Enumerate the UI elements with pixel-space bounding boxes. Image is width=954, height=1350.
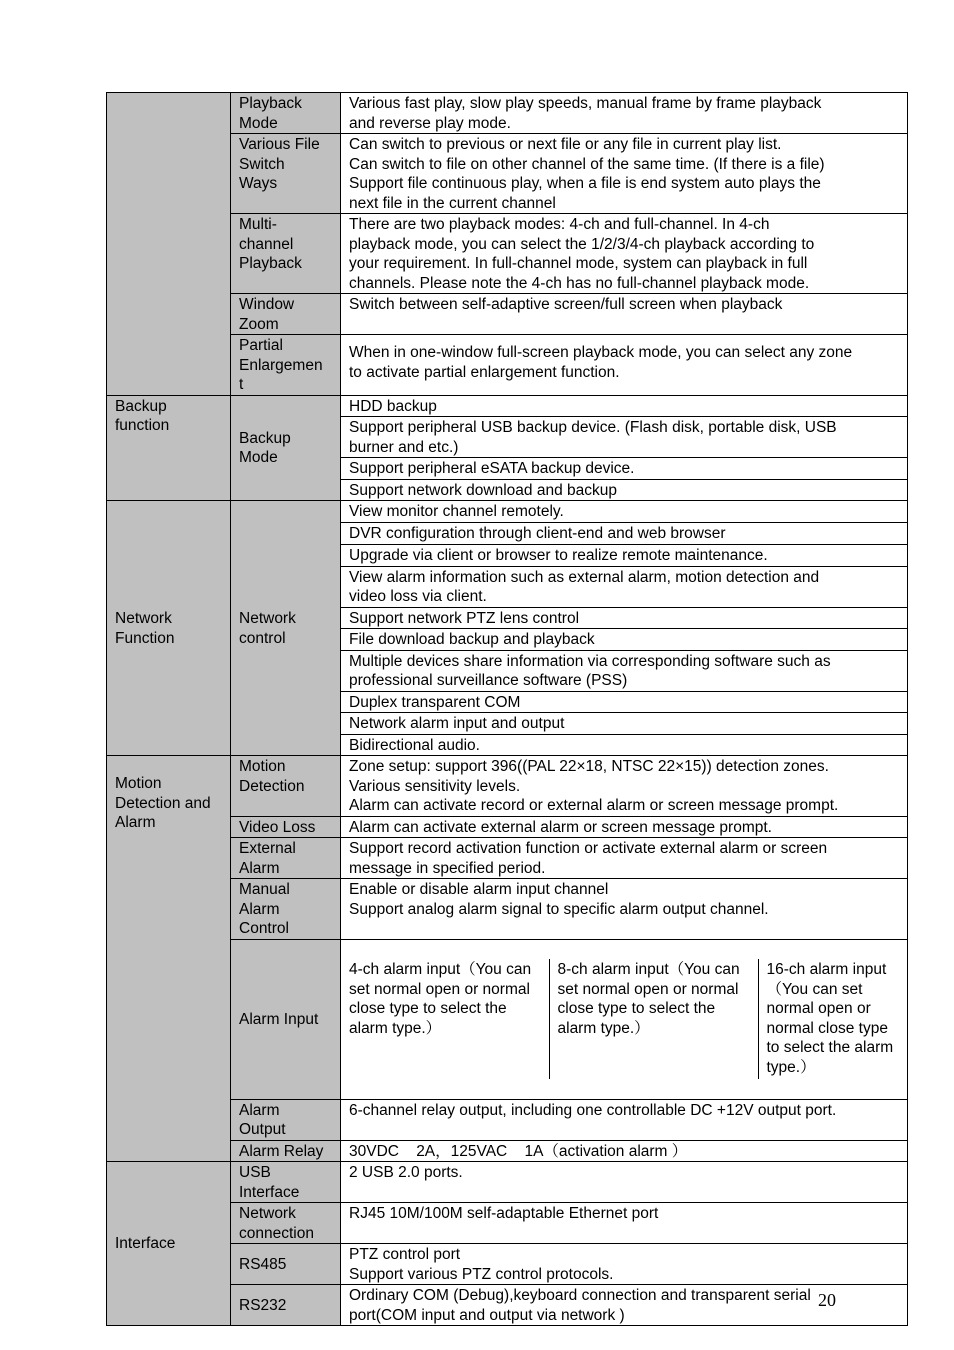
label-rs485: RS485 bbox=[231, 1244, 341, 1285]
alarm-input-cell bbox=[341, 939, 908, 1099]
network-item: Network alarm input and output bbox=[341, 713, 908, 735]
desc-motion-detection: Zone setup: support 396((PAL 22×18, NTSC 22×15)) detection zones. Various sensitivity levels. Alarm can activate record or external alarm or screen message prompt. bbox=[341, 756, 908, 817]
desc-multichannel: There are two playback modes: 4-ch and full-channel. In 4-ch playback mode, you can select the 1/2/3/4-ch playback according to your requirement. In full-channel mode, system can playback in full channels. Please note the 4-ch has no full-channel playback mode. bbox=[341, 214, 908, 294]
category-backup: Backup function bbox=[107, 395, 231, 501]
table-row bbox=[107, 93, 908, 134]
desc-window-zoom: Switch between self-adaptive screen/full screen when playback bbox=[341, 294, 908, 335]
backup-item: HDD backup bbox=[341, 395, 908, 417]
table-row bbox=[107, 501, 908, 523]
network-item: Bidirectional audio. bbox=[341, 734, 908, 756]
page-number: 20 bbox=[818, 1290, 836, 1310]
network-item: View alarm information such as external alarm, motion detection and video loss via client. bbox=[341, 566, 908, 607]
label-manual-alarm: Manual Alarm Control bbox=[231, 879, 341, 940]
spec-table bbox=[106, 92, 908, 1326]
label-alarm-relay: Alarm Relay bbox=[231, 1140, 341, 1162]
network-item: File download backup and playback bbox=[341, 629, 908, 651]
desc-rs485: PTZ control port Support various PTZ control protocols. bbox=[341, 1244, 908, 1285]
backup-item: Support network download and backup bbox=[341, 479, 908, 501]
backup-item: Support peripheral eSATA backup device. bbox=[341, 458, 908, 480]
label-playback-mode: Playback Mode bbox=[231, 93, 341, 134]
alarm-input-16ch: 16-ch alarm input（You can set normal open or normal close type to select the alarm type.） bbox=[758, 959, 908, 1079]
desc-external-alarm: Support record activation function or activate external alarm or screen message in specified period. bbox=[341, 838, 908, 879]
desc-playback-mode: Various fast play, slow play speeds, manual frame by frame playback and reverse play mode. bbox=[341, 93, 908, 134]
label-multichannel: Multi- channel Playback bbox=[231, 214, 341, 294]
label-motion-detection: Motion Detection bbox=[231, 756, 341, 817]
table-row bbox=[107, 1162, 908, 1203]
desc-usb-interface: 2 USB 2.0 ports. bbox=[341, 1162, 908, 1203]
alarm-input-8ch: 8-ch alarm input（You can set normal open or normal close type to select the alarm type.） bbox=[549, 959, 758, 1079]
desc-rs232: Ordinary COM (Debug),keyboard connection and transparent serial port(COM input and output via network ) bbox=[341, 1285, 908, 1326]
table-row bbox=[107, 756, 908, 817]
category-network: Network Function bbox=[107, 501, 231, 756]
label-usb-interface: USB Interface bbox=[231, 1162, 341, 1203]
label-file-switch: Various File Switch Ways bbox=[231, 134, 341, 214]
desc-partial-enlarge: When in one-window full-screen playback mode, you can select any zone to activate partial enlargement function. bbox=[341, 335, 908, 396]
category-playback bbox=[107, 93, 231, 396]
desc-network-connection: RJ45 10M/100M self-adaptable Ethernet port bbox=[341, 1203, 908, 1244]
network-item: Multiple devices share information via corresponding software such as professional surveillance software (PSS) bbox=[341, 650, 908, 691]
network-item: View monitor channel remotely. bbox=[341, 501, 908, 523]
label-external-alarm: External Alarm bbox=[231, 838, 341, 879]
label-window-zoom: Window Zoom bbox=[231, 294, 341, 335]
table-row bbox=[107, 395, 908, 417]
network-item: Duplex transparent COM bbox=[341, 691, 908, 713]
category-alarm: Motion Detection and Alarm bbox=[107, 756, 231, 1162]
network-item: DVR configuration through client-end and web browser bbox=[341, 522, 908, 544]
label-network-control: Network control bbox=[231, 501, 341, 756]
category-interface: Interface bbox=[107, 1162, 231, 1326]
label-alarm-input: Alarm Input bbox=[231, 939, 341, 1099]
desc-manual-alarm: Enable or disable alarm input channel Support analog alarm signal to specific alarm output channel. bbox=[341, 879, 908, 940]
alarm-input-split bbox=[341, 959, 908, 1079]
label-alarm-output: Alarm Output bbox=[231, 1099, 341, 1140]
label-backup-mode: Backup Mode bbox=[231, 395, 341, 501]
label-rs232: RS232 bbox=[231, 1285, 341, 1326]
desc-file-switch: Can switch to previous or next file or any file in current play list. Can switch to file on other channel of the same time. (If there is a file) Support file continuous play, when a file is end system auto plays the next file in the current channel bbox=[341, 134, 908, 214]
label-video-loss: Video Loss bbox=[231, 816, 341, 838]
network-item: Support network PTZ lens control bbox=[341, 607, 908, 629]
desc-video-loss: Alarm can activate external alarm or screen message prompt. bbox=[341, 816, 908, 838]
network-item: Upgrade via client or browser to realize remote maintenance. bbox=[341, 544, 908, 566]
alarm-input-4ch: 4-ch alarm input（You can set normal open or normal close type to select the alarm type.） bbox=[349, 961, 532, 1037]
label-network-connection: Network connection bbox=[231, 1203, 341, 1244]
label-partial-enlarge: Partial Enlargemen t bbox=[231, 335, 341, 396]
backup-item: Support peripheral USB backup device. (Flash disk, portable disk, USB burner and etc.) bbox=[341, 417, 908, 458]
desc-alarm-output: 6-channel relay output, including one controllable DC +12V output port. bbox=[341, 1099, 908, 1140]
desc-alarm-relay: 30VDC 2A，125VAC 1A（activation alarm ） bbox=[341, 1140, 908, 1162]
